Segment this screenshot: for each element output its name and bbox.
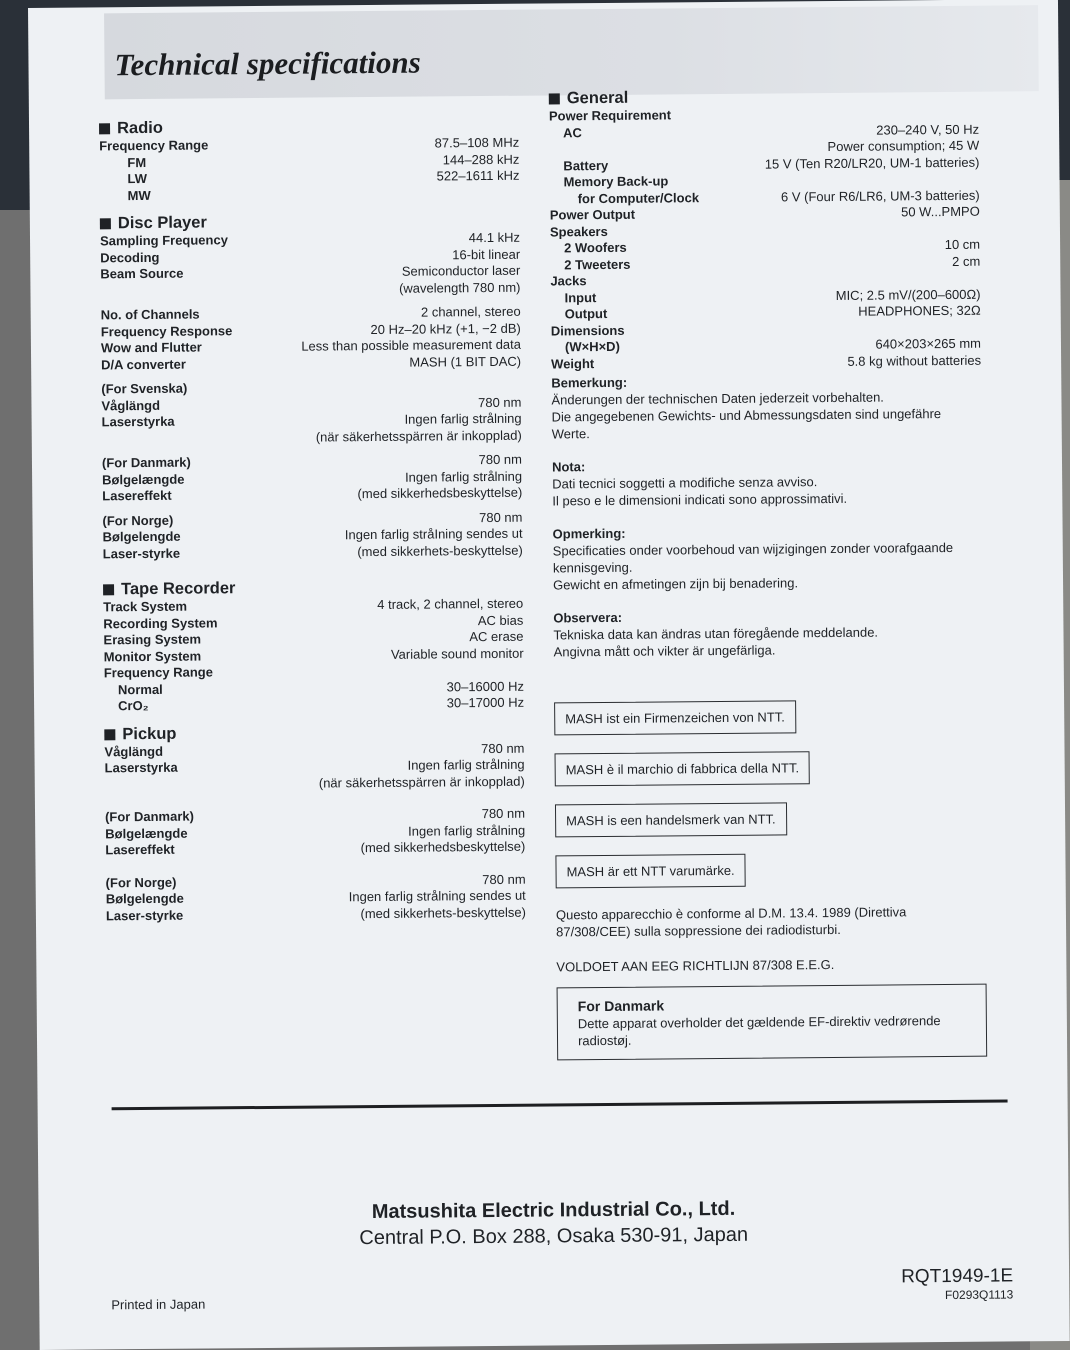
spec-label: 2 Tweeters: [564, 256, 631, 272]
note-heading: Opmerking:: [552, 525, 626, 542]
spec-label: Bølgelengde: [102, 528, 181, 545]
spec-value: HEADPHONES; 32Ω: [858, 302, 981, 319]
spec-value: Ingen farlig strålning: [407, 756, 525, 773]
left-column: [99, 116, 526, 925]
spec-value: 10 cm: [944, 236, 981, 253]
spec-label: (For Norge): [102, 512, 174, 528]
spec-value: 20 Hz–20 kHz (+1, −2 dB): [370, 320, 521, 337]
spec-value: AC bias: [477, 612, 524, 628]
spec-row: [106, 904, 526, 924]
spec-value: 5.8 kg without batteries: [847, 352, 982, 369]
spec-value: (med sikkerhets-beskyttelse): [357, 542, 523, 559]
spec-label: Lasereffekt: [102, 487, 172, 504]
spec-label: Battery: [563, 157, 609, 173]
spec-label: Input: [564, 289, 597, 305]
spec-row: [105, 773, 525, 793]
spec-label: Monitor System: [103, 648, 202, 664]
note-heading: Nota:: [551, 459, 586, 475]
spec-label: for Computer/Clock: [577, 189, 700, 206]
spec-value: Semiconductor laser: [401, 262, 521, 279]
divider-rule: [112, 1099, 1008, 1110]
spec-value: MASH (1 BIT DAC): [409, 353, 522, 370]
spec-row: [100, 279, 520, 299]
notes: [551, 371, 983, 661]
spec-label: Weight: [551, 355, 595, 371]
bullet-square-icon: [99, 123, 110, 134]
spec-value: Ingen farlig strålning: [408, 822, 526, 839]
spec-label: Laser-styrke: [105, 907, 184, 923]
spec-label: Recording System: [103, 614, 218, 631]
page-title: Technical specifications: [114, 44, 421, 83]
spec-label: Beam Source: [100, 265, 184, 282]
note-line: Gewicht en afmetingen zijn bij benadering.: [552, 575, 799, 593]
spec-label: (For Norge): [105, 874, 177, 890]
trademark-box: MASH är ett NTT varumärke.: [555, 854, 745, 889]
spec-value: 144–288 kHz: [442, 151, 520, 167]
spec-label: Frequency Response: [100, 322, 233, 339]
note-block: [553, 522, 984, 594]
bullet-square-icon: [103, 584, 114, 595]
spec-label: D/A converter: [101, 356, 186, 372]
spec-label: Speakers: [549, 223, 608, 239]
spec-label: LW: [127, 170, 148, 187]
spec-row: [102, 427, 522, 447]
trademark-box: MASH is een handelsmerk van NTT.: [555, 802, 787, 837]
conformity-text: Questo apparecchio è conforme al D.M. 13.4. 1989 (Direttiva 87/308/CEE) sulla soppressione dei radiodisturbi.: [555, 904, 907, 940]
spec-label: Frequency Range: [103, 664, 213, 681]
spec-value: 16-bit linear: [452, 246, 521, 262]
spec-value: 87.5–108 MHz: [434, 134, 520, 151]
spec-label: Power Output: [549, 206, 636, 223]
spec-label: Våglängd: [104, 743, 164, 759]
spec-label: (For Danmark): [101, 454, 191, 471]
spec-value: 30–16000 Hz: [446, 678, 524, 694]
trademark-box: MASH è il marchio di fabbrica della NTT.: [555, 751, 811, 786]
spec-value: 2 channel, stereo: [420, 303, 521, 320]
note-line: Angivna mått och vikter är ungefärliga.: [553, 642, 776, 660]
eeg-text: VOLDOET AAN EEG RICHTLIJN 87/308 E.E.G.: [556, 957, 835, 975]
spec-label: CrO₂: [118, 697, 149, 714]
spec-value: Ingen farlig stråIning sendes ut: [344, 525, 523, 543]
note-line: Specificaties onder voorbehoud van wijzigingen zonder voorafgaande: [552, 539, 954, 559]
spec-label: Bølgelengde: [105, 890, 184, 907]
spec-label: Laserstyrka: [101, 413, 175, 430]
spec-value: Ingen farlig strålning: [404, 468, 523, 485]
spec-value: 780 nm: [478, 451, 523, 468]
note-block: [553, 606, 983, 661]
section-pickup: Pickup: [104, 721, 524, 744]
spec-value: 15 V (Ten R20/LR20, UM-1 batteries): [764, 154, 980, 172]
spec-value: 50 W...PMPO: [900, 203, 980, 220]
spec-value: 780 nm: [481, 805, 526, 822]
note-line: Änderungen der technischen Daten jederzeit vorbehalten.: [551, 389, 884, 408]
spec-label: Frequency Range: [99, 137, 209, 154]
spec-label: Wow and Flutter: [100, 339, 202, 356]
spec-label: Erasing System: [103, 631, 202, 648]
spec-label: Track System: [103, 598, 188, 615]
spec-label: No. of Channels: [100, 306, 200, 323]
spec-label: (For Danmark): [104, 808, 194, 825]
section-radio: Radio: [99, 116, 519, 139]
note-line: Dati tecnici soggetti a modifiche senza avviso.: [552, 474, 818, 492]
spec-value: Ingen farlig strålning sendes ut: [348, 887, 526, 905]
note-line: Werte.: [551, 426, 590, 442]
note-block: [552, 455, 982, 510]
company-name: Matsushita Electric Industrial Co., Ltd.: [371, 1197, 736, 1224]
section-tape-recorder: Tape Recorder: [103, 577, 523, 600]
spec-value: Less than possible measurement data: [301, 336, 522, 354]
spec-label: Output: [564, 305, 608, 322]
spec-value: 522–1611 kHz: [436, 167, 520, 184]
spec-row: [101, 353, 521, 373]
spec-label: Bølgelængde: [102, 471, 185, 487]
note-heading: Bemerkung:: [551, 374, 628, 391]
danmark-box: For Danmark Dette apparat overholder det gældende EF-direktiv vedrørende radiostøj.: [557, 984, 988, 1061]
spec-label: Lasereffekt: [105, 841, 175, 858]
spec-value: Power consumption; 45 W: [827, 137, 980, 155]
spec-value: 2 cm: [952, 253, 981, 269]
trademark-boxes: [554, 699, 986, 907]
spec-value: 780 nm: [482, 871, 526, 887]
spec-label: Power Requirement: [548, 107, 672, 124]
right-column: [549, 86, 988, 1079]
spec-value: (med sikkerhedsbeskyttelse): [360, 838, 526, 856]
spec-label: FM: [127, 154, 147, 170]
bullet-square-icon: [104, 729, 115, 740]
spec-label: Sampling Frequency: [99, 232, 228, 249]
printed-in: Printed in Japan: [111, 1296, 206, 1313]
spec-value: (med sikkerhets-beskyttelse): [360, 904, 526, 921]
spec-value: 4 track, 2 channel, stereo: [377, 595, 524, 612]
note-heading: Observera:: [553, 609, 623, 626]
spec-label: MW: [127, 187, 151, 203]
general-specs: [549, 105, 981, 373]
spec-label: Bølgelængde: [105, 825, 188, 841]
spec-label: Normal: [117, 681, 163, 697]
spec-value: 230–240 V, 50 Hz: [876, 121, 980, 138]
spec-row: [102, 485, 522, 505]
spec-value: 44.1 kHz: [468, 229, 521, 246]
spec-label: Decoding: [100, 249, 160, 265]
spec-value: MIC; 2.5 mV/(200–600Ω): [835, 286, 981, 303]
spec-value: (med sikkerhedsbeskyttelse): [357, 484, 523, 502]
spec-value: (när säkerhetsspärren är inkopplad): [318, 773, 525, 790]
radio-specs: [99, 135, 520, 205]
spec-value: 780 nm: [479, 509, 523, 525]
note-line: Die angegebenen Gewichts- und Abmessungsdaten sind ungefähre: [551, 406, 942, 425]
spec-label: AC: [563, 124, 582, 140]
pickup-specs: [104, 740, 526, 924]
spec-row: [105, 839, 525, 859]
section-general: General: [549, 86, 979, 109]
note-line: Tekniska data kan ändras utan föregående meddelande.: [553, 624, 879, 643]
tape-specs: [103, 596, 524, 715]
spec-label: Jacks: [550, 273, 587, 289]
note-line: Il peso e le dimensioni indicati sono approssimativi.: [552, 490, 848, 509]
spec-label: Laserstyrka: [104, 759, 178, 776]
spec-label: Memory Back-up: [563, 173, 669, 190]
spec-label: (W×H×D): [564, 338, 620, 355]
bullet-square-icon: [549, 93, 560, 104]
note-block: [551, 371, 982, 443]
document-code: RQT1949-1E F0293Q1113: [901, 1265, 1014, 1303]
company-address: Central P.O. Box 288, Osaka 530-91, Japan: [359, 1223, 749, 1250]
spec-value: (när säkerhetsspärren är inkopplad): [315, 427, 522, 445]
disc-specs: [100, 230, 523, 563]
spec-label: (For Svenska): [101, 380, 188, 397]
spec-value: 30–17000 Hz: [446, 694, 525, 711]
spec-value: Variable sound monitor: [390, 645, 524, 662]
spec-sheet: [28, 0, 1070, 1350]
spec-value: 780 nm: [478, 394, 522, 410]
spec-label: Laser-styrke: [102, 545, 181, 561]
bullet-square-icon: [100, 218, 111, 229]
spec-value: 6 V (Four R6/LR6, UM-3 batteries): [780, 187, 980, 204]
spec-value: 780 nm: [481, 740, 525, 756]
spec-value: Ingen farlig strålning: [404, 410, 522, 427]
spec-value: 640×203×265 mm: [875, 335, 982, 352]
spec-label: 2 Woofers: [564, 239, 627, 256]
spec-label: Dimensions: [550, 322, 625, 338]
spec-value: (wavelength 780 nm): [398, 279, 521, 296]
note-line: kennisgeving.: [552, 559, 633, 576]
spec-label: Våglängd: [101, 397, 161, 413]
spec-value: AC erase: [469, 628, 524, 645]
section-disc-player: Disc Player: [100, 211, 520, 234]
trademark-box: MASH ist ein Firmenzeichen von NTT.: [554, 700, 796, 735]
spec-row: [551, 352, 981, 372]
